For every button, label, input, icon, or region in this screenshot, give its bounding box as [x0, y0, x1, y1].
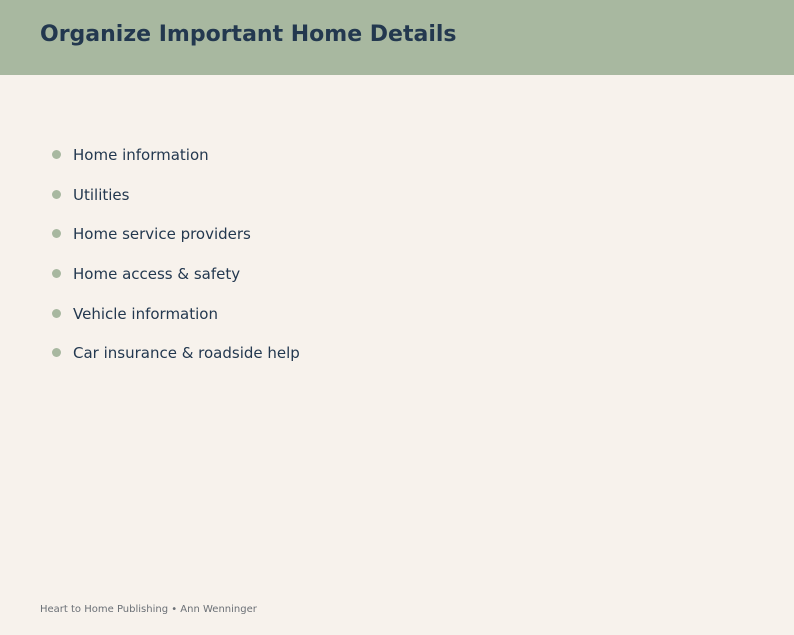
list-item	[52, 180, 300, 220]
list-item	[52, 219, 300, 259]
bullet-dot-icon	[52, 269, 61, 278]
list-item	[52, 338, 300, 378]
list-item	[52, 259, 300, 299]
list-item	[52, 299, 300, 339]
bullet-dot-icon	[52, 229, 61, 238]
list-item-label: Utilities	[73, 185, 130, 204]
details-list	[52, 140, 300, 378]
list-item-label: Home information	[73, 146, 209, 164]
header-banner	[0, 0, 794, 75]
bullet-dot-icon	[52, 190, 61, 199]
bullet-dot-icon	[52, 309, 61, 318]
page-title: Organize Important Home Details	[40, 22, 457, 47]
list-item-label: Vehicle information	[73, 304, 218, 323]
list-item-label: Home access & safety	[73, 265, 241, 284]
list-item	[52, 140, 300, 180]
footer-credit: Heart to Home Publishing • Ann Wenninger	[40, 604, 257, 615]
bullet-dot-icon	[52, 348, 61, 357]
bullet-dot-icon	[52, 150, 61, 159]
list-item-label: Car insurance & roadside help	[73, 344, 300, 363]
list-item-label: Home service providers	[73, 225, 251, 244]
